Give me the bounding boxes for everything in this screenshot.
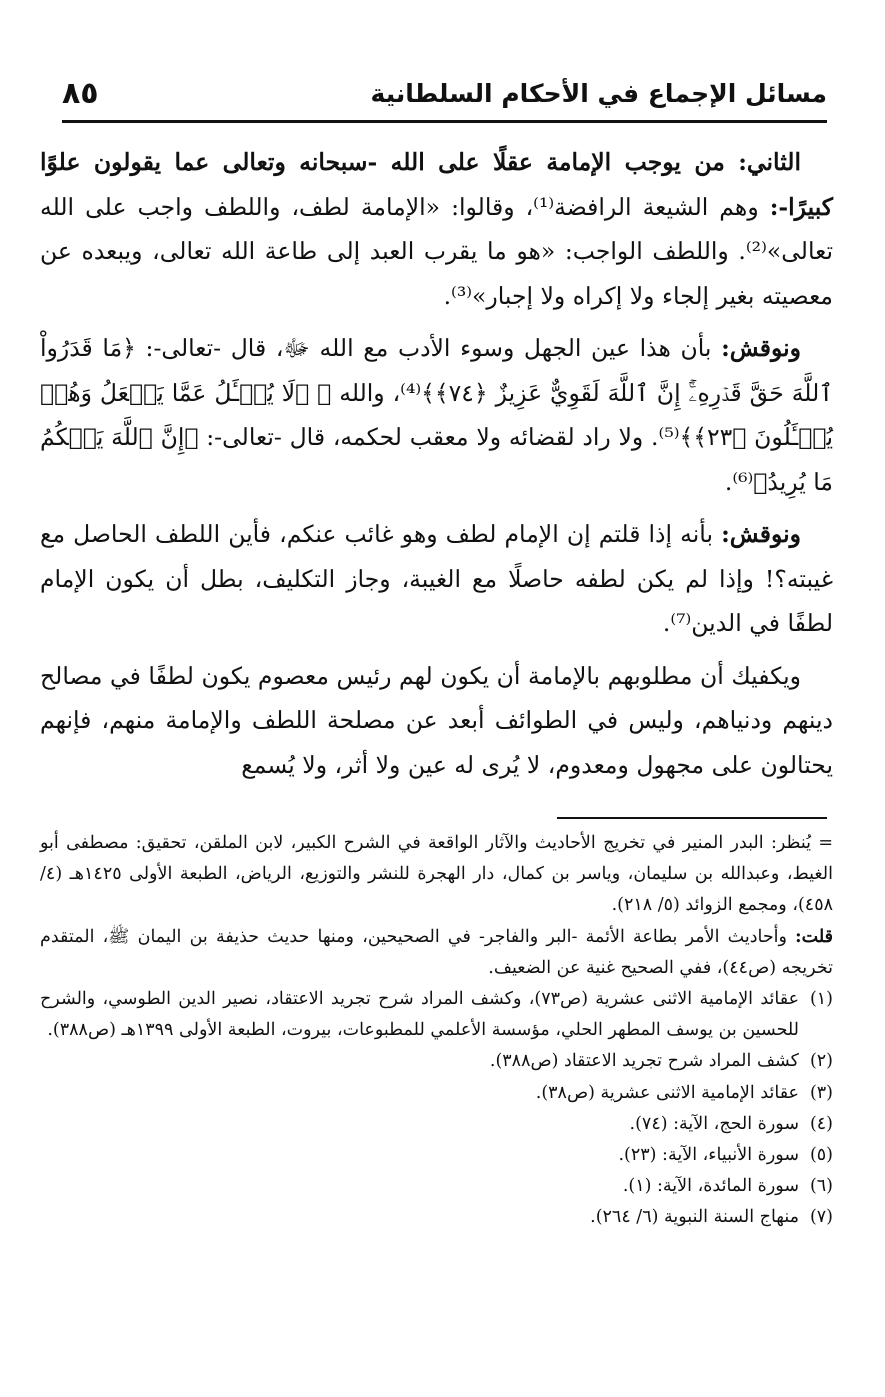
page-number: ٨٥ — [62, 75, 99, 111]
running-title: مسائل الإجماع في الأحكام السلطانية — [370, 78, 827, 108]
footnote-text: كشف المراد شرح تجريد الاعتقاد (ص٣٨٨). — [489, 1051, 799, 1072]
footnote-text: سورة الأنبياء، الآية: (٢٣). — [618, 1145, 799, 1166]
footnote-text: منهاج السنة النبوية (٦/ ٢٦٤). — [590, 1207, 799, 1228]
paragraph-last — [40, 654, 833, 788]
footnote-item — [40, 1202, 833, 1233]
footnote-item — [40, 1078, 833, 1109]
paragraph-first — [40, 140, 833, 318]
remark-text: وأحاديث الأمر بطاعة الأئمة -البر والفاجر- في الصحيحين، ومنها حديث حذيفة بن اليمان ﷺ، المتقدم تخريجه (ص٤٤)، ففي الصحيح غنية عن الضعيف. — [40, 926, 833, 978]
paragraph-lead: ونوقش: — [721, 334, 801, 362]
paragraph-text: بأنه إذا قلتم إن الإمام لطف وهو غائب عنكم، فأين اللطف الحاصل مع غيبته؟! وإذا لم يكن لطفه حاصلًا مع الغيبة، وجاز التكليف، بطل أن يكون الإمام لطفًا في الدين⁽⁷⁾. — [40, 520, 833, 637]
footnote-item — [40, 1109, 833, 1140]
continued-footnote-remark — [40, 922, 833, 984]
footnote-item — [40, 1171, 833, 1202]
footnote-text: سورة المائدة، الآية: (١). — [622, 1176, 799, 1197]
paragraph-text: وهم الشيعة الرافضة⁽¹⁾، وقالوا: «الإمامة لطف، واللطف واجب على الله تعالى»⁽²⁾. واللطف الواجب: «هو ما يقرب العبد إلى طاعة الله تعالى، ويبعده عن معصيته بغير إلجاء ولا إكراه ولا إجبار»⁽³⁾. — [40, 192, 833, 310]
page-header — [62, 66, 827, 123]
footnote-text: سورة الحج، الآية: (٧٤). — [629, 1113, 799, 1134]
paragraph-objection-2 — [40, 512, 833, 646]
footnote-number: (٢) — [809, 1051, 833, 1072]
footnote-item — [40, 1046, 833, 1077]
footnote-list — [40, 984, 833, 1234]
footnote-number: (٥) — [809, 1145, 833, 1166]
footnote-number: (١) — [809, 989, 833, 1010]
footnote-number: (٧) — [809, 1207, 833, 1228]
footnote-item — [40, 984, 833, 1046]
continued-footnote: = يُنظر: البدر المنير في تخريج الأحاديث والآثار الواقعة في الشرح الكبير، لابن الملقن، تحقيق: مصطفى أبو الغيط، وعبدالله بن سليمان، وياسر بن كمال، دار الهجرة للنشر والتوزيع، الرياض، الطبعة الأولى ١٤٢٥هـ (٤/ ٤٥٨)، ومجمع الزوائد (٥/ ٢١٨). — [40, 833, 834, 916]
paragraph-text: ويكفيك أن مطلوبهم بالإمامة أن يكون لهم رئيس معصوم يكون لطفًا في مصالح دينهم ودنياهم، وليس في الطوائف أبعد عن مصلحة اللطف والإمامة منهم، فإنهم يحتالون على مجهول ومعدوم، لا يُرى له عين ولا أثر، ولا يُسمع — [40, 661, 833, 779]
footnote-text: عقائد الإمامية الاثنى عشرية (ص٧٣)، وكشف المراد شرح تجريد الاعتقاد، نصير الدين الطوسي، والشرح للحسين بن يوسف المطهر الحلي، مؤسسة الأعلمي للمطبوعات، بيروت، الطبعة الأولى ١٣٩٩هـ (ص٣٨٨). — [40, 989, 800, 1041]
footnote-item — [40, 1140, 833, 1171]
footnote-number: (٣) — [809, 1082, 833, 1103]
paragraph-lead: ونوقش: — [721, 520, 801, 548]
footnote-number: (٤) — [809, 1113, 833, 1134]
main-text — [40, 140, 833, 795]
footnote-divider — [557, 817, 827, 819]
paragraph-lead: الثاني: من يوجب الإمامة عقلًا على الله -سبحانه وتعالى عما يقولون علوًا كبيرًا-: — [40, 148, 833, 221]
paragraph-objection-1 — [40, 326, 833, 504]
paragraph-text: بأن هذا عين الجهل وسوء الأدب مع الله ﷻ، قال -تعالى-: ﴿مَا قَدَرُواْ ٱللَّهَ حَقَّ قَدۡرِهِۦٓۚ إِنَّ ٱللَّهَ لَقَوِيٌّ عَزِيزٌ ﴿٧٤﴾﴾⁽⁴⁾، والله ﷻ ﴿لَا يُسۡـَٔلُ عَمَّا يَفۡعَلُ وَهُمۡ يُسۡـَٔلُونَ ﴿٢٣﴾﴾⁽⁵⁾. ولا راد لقضائه ولا معقب لحكمه، قال -تعالى-: ﴿إِنَّ ٱللَّهَ يَحۡكُمُ مَا يُرِيدُ﴾⁽⁶⁾. — [40, 334, 833, 496]
footnote-number: (٦) — [809, 1176, 833, 1197]
footnote-text: عقائد الإمامية الاثنى عشرية (ص٣٨). — [535, 1082, 799, 1103]
remark-lead: قلت: — [795, 926, 833, 947]
footnotes — [40, 828, 833, 1234]
